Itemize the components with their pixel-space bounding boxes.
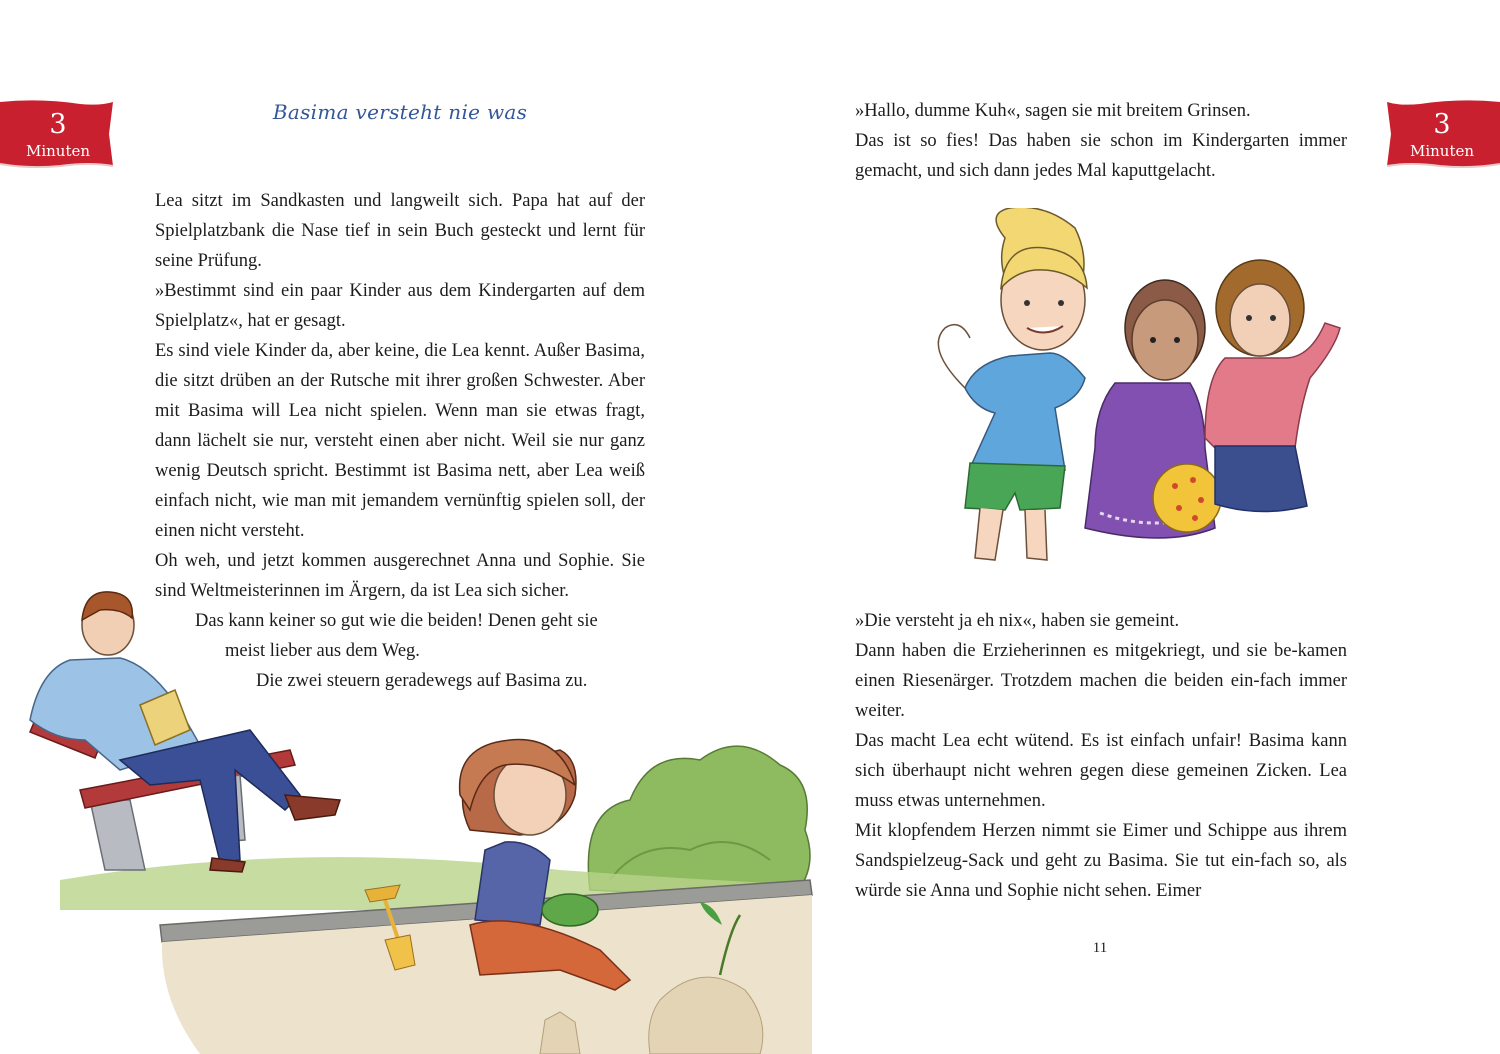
tab-minutes-number: 3 [49,109,67,140]
sophie-figure [1205,260,1340,512]
paragraph: Es sind viele Kinder da, aber keine, die Lea kennt. Außer Basima, die sitzt drüben an der Rutsche mit ihrer großen Schwester. Aber mit Basima will Lea nicht spielen. Wenn man sie etwas fragt, dann lächelt sie nur, versteht einen aber nicht. Weil sie nur ganz wenig Deutsch spricht. Bestimmt ist Basima nett, aber Lea weiß einfach nicht, wie man mit jemandem vernünftig spielen soll, der einen nicht versteht. [155,341,645,541]
paragraph: Dann haben die Erzieherinnen es mitgekriegt, und sie be-kamen einen Riesenärger. Trotzdem machen die beiden ein-fach immer weiter. [855,641,1347,721]
paragraph: »Bestimmt sind ein paar Kinder aus dem Kindergarten auf dem Spielplatz«, hat er gesagt. [155,281,645,331]
paragraph: Mit klopfendem Herzen nimmt sie Eimer und Schippe aus ihrem Sandspielzeug-Sack und geht zu Basima. Sie tut ein-fach so, als würde sie Anna und Sophie nicht sehen. Eimer [855,821,1347,901]
chapter-title: Basima versteht nie was [272,100,528,124]
right-page-bottom-text [855,606,1347,906]
father-figure [30,592,340,872]
three-girls-illustration [915,208,1355,568]
page-number: 11 [1092,940,1108,956]
blonde-girl-figure [938,208,1087,560]
playground-illustration [0,580,820,1054]
paragraph: »Die versteht ja eh nix«, haben sie gemeint. [855,611,1180,631]
stepped-line: Das kann keiner so gut wie die beiden! Denen geht sie [195,611,598,631]
tab-minutes-label: Minuten [1409,142,1475,160]
stepped-line: Die zwei steuern geradewegs auf Basima zu. [256,671,588,691]
stepped-line: meist lieber aus dem Weg. [225,641,420,661]
paragraph: Das ist so fies! Das haben sie schon im Kindergarten immer gemacht, und sich dann jedes Mal kaputtgelacht. [855,131,1347,181]
paragraph: Oh weh, und jetzt kommen ausgerechnet Anna und Sophie. Sie sind Weltmeisterinnen im Ärgern, da ist Lea sich sicher. [155,551,645,601]
paragraph: »Hallo, dumme Kuh«, sagen sie mit breitem Grinsen. [855,101,1251,121]
tab-minutes-label: Minuten [25,142,91,160]
paragraph: Lea sitzt im Sandkasten und langweilt sich. Papa hat auf der Spielplatzbank die Nase tief in sein Buch gesteckt und lernt für seine Prüfung. [155,191,645,271]
reading-time-tab-left [0,100,116,168]
basima-figure [1085,280,1221,538]
paragraph: Das macht Lea echt wütend. Es ist einfach unfair! Basima kann sich überhaupt nicht wehren gegen diese gemeinen Zicken. Lea muss etwas unternehmen. [855,731,1347,811]
right-page-top-text [855,96,1347,186]
tab-minutes-number: 3 [1433,109,1451,140]
reading-time-tab-right [1384,100,1500,168]
